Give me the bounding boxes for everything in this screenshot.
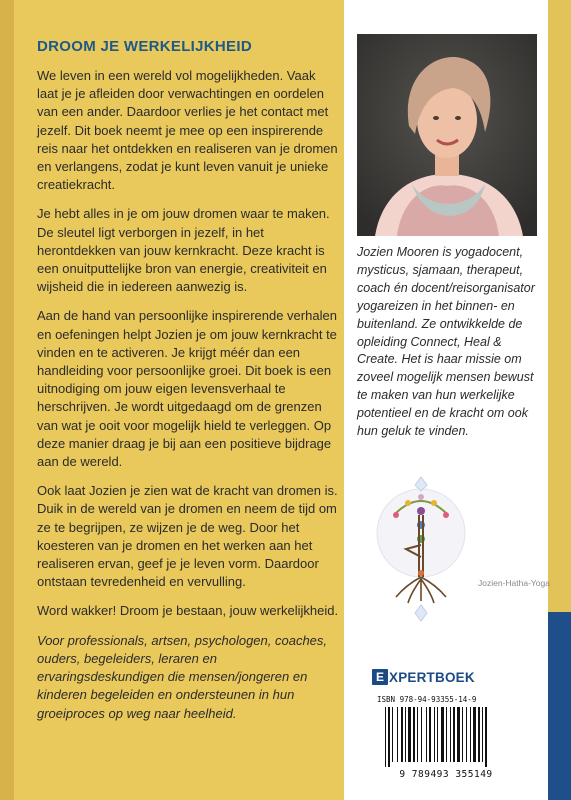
isbn-number: ISBN 978-94-93355-14-9 (377, 695, 477, 704)
spine-edge-blue (548, 612, 571, 800)
logo-caption: Jozien-Hatha-Yoga (478, 578, 550, 588)
publisher-logo (372, 666, 475, 688)
author-photo (357, 34, 537, 236)
left-edge-strip (0, 0, 14, 800)
blurb-paragraph-3: Aan de hand van persoonlijke inspirerende verhalen en oefeningen helpt Jozien je om jouw kernkracht te vinden en te activeren. Je krijgt méér dan een handleiding voor persoonlijke groei. Dit boek is een uitnodiging om jouw eigen levensverhaal te herschrijven. Je wordt uitgedaagd om de grenzen van wat je ooit voor mogelijk hield te verleggen. Op deze manier draag je bij aan een positieve bijdrage aan de wereld. (37, 308, 337, 470)
audience-paragraph: Voor professionals, artsen, psychologen, coaches, ouders, begeleiders, leraren en ervaringsdeskundigen die mensen/jongeren en kinderen begeleiden en ondersteunen in hun groeiproces op weg naar heelheid. (37, 632, 328, 721)
book-title: DROOM JE WERKELIJKHEID (37, 38, 252, 55)
author-portrait-image (357, 34, 537, 236)
author-bio: Jozien Mooren is yogadocent, mysticus, sjamaan, therapeut, coach én docent/reisorganisator yogareizen in het binnen- en buitenland. Ze ontwikkelde de opleiding Connect, Heal & Create. Het is haar missie om zoveel mogelijk mensen bewust te maken van hun werkelijke potentieel en de kracht om ook hun geluk te vinden. (357, 245, 535, 439)
blurb-paragraph-1: We leven in een wereld vol mogelijkheden. Vaak laat je je afleiden door verwachtingen en oordelen van een ander. Daardoor verlies je het contact met jezelf. Dit boek neemt je mee op een inspirerende reis naar het ontdekken en realiseren van je dromen en verlangens, zodat je kunt leven vanuit je unieke creatiekracht. (37, 68, 338, 193)
publisher-mark: E (372, 669, 388, 685)
barcode-bars (385, 707, 507, 767)
publisher-name: XPERTBOEK (389, 669, 475, 685)
tree-yoga-logo (366, 475, 536, 625)
blurb-paragraph-4: Ook laat Jozien je zien wat de kracht van dromen is. Duik in de wereld van je dromen en neem de tijd om ze te begrijpen, ze wijzen je de weg. Door het koesteren van je dromen en het werken aan het realiseren ervan, geef je je leven vorm. Daardoor ontstaan tevredenheid en vervulling. (37, 483, 338, 590)
blurb-paragraph-5: Word wakker! Droom je bestaan, jouw werkelijkheid. (37, 603, 339, 619)
blurb-paragraph-2: Je hebt alles in je om jouw dromen waar te maken. De sleutel ligt verborgen in jezelf, in het herontdekken van jouw kernkracht. Deze kracht is een onuitputtelijke bron van energie, creativiteit en wijsheid die in iedereen aanwezig is. (37, 206, 330, 295)
barcode-block (377, 695, 515, 785)
barcode-digits: 9 789493 355149 (399, 769, 493, 780)
blurb (37, 67, 339, 734)
